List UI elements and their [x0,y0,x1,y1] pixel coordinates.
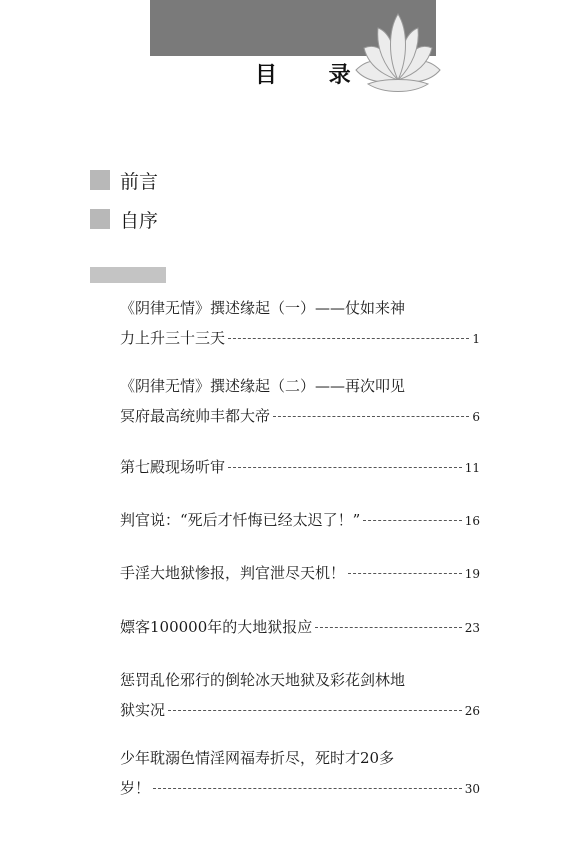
toc-entry[interactable] [120,371,480,431]
dot-leader [315,627,461,628]
front-matter-label: 前言 [120,170,159,193]
page-title: 目 录 [255,63,373,88]
toc-page-number: 26 [464,704,480,718]
front-matter-item-preface[interactable] [90,169,158,191]
toc-entry[interactable] [120,558,480,588]
toc-page-number: 16 [464,514,480,528]
toc-page-number: 6 [472,410,480,424]
dot-leader [273,416,469,417]
dot-leader [363,520,461,521]
toc-entry-title: 狱实况 [120,701,166,719]
toc-entry[interactable] [120,293,480,353]
toc-entry-line: 《阴律无情》撰述缘起（二）——再次叩见 [120,377,406,395]
toc-entry-title: 力上升三十三天 [120,329,226,347]
bullet-square-icon [90,170,110,190]
dot-leader [153,788,462,789]
toc-entry[interactable] [120,505,480,535]
toc-entry[interactable] [120,452,480,482]
toc-entry[interactable] [120,665,480,725]
toc-entry-line: 惩罚乱伦邪行的倒轮冰天地狱及彩花剑林地 [120,671,406,689]
toc-entry[interactable] [120,743,480,803]
toc-entry-title: 第七殿现场听审 [120,458,226,476]
dot-leader [228,467,462,468]
section-divider-bar [90,267,166,283]
toc-entry-title: 手淫大地狱惨报，判官泄尽天机！ [120,564,346,582]
toc-page-number: 1 [472,332,480,346]
front-matter-item-author-preface[interactable] [90,208,158,230]
toc-page-number: 23 [464,621,480,635]
toc-entry-line: 少年耽溺色情淫网福寿折尽，死时才20多 [120,749,395,767]
dot-leader [168,710,462,711]
toc-entry-line: 《阴律无情》撰述缘起（一）——仗如来神 [120,299,406,317]
dot-leader [348,573,462,574]
bullet-square-icon [90,209,110,229]
toc-entry-title: 冥府最高统帅丰都大帝 [120,407,271,425]
toc-entry-title: 岁！ [120,779,151,797]
front-matter-label: 自序 [120,209,159,232]
toc-entry-title: 判官说：“死后才忏悔已经太迟了！” [120,511,361,529]
toc-page-number: 30 [464,782,480,796]
toc-page-number: 11 [464,461,480,475]
toc-page-number: 19 [464,567,480,581]
toc-entry-title: 嫖客100000年的大地狱报应 [120,618,313,636]
dot-leader [228,338,469,339]
toc-entry[interactable] [120,612,480,642]
